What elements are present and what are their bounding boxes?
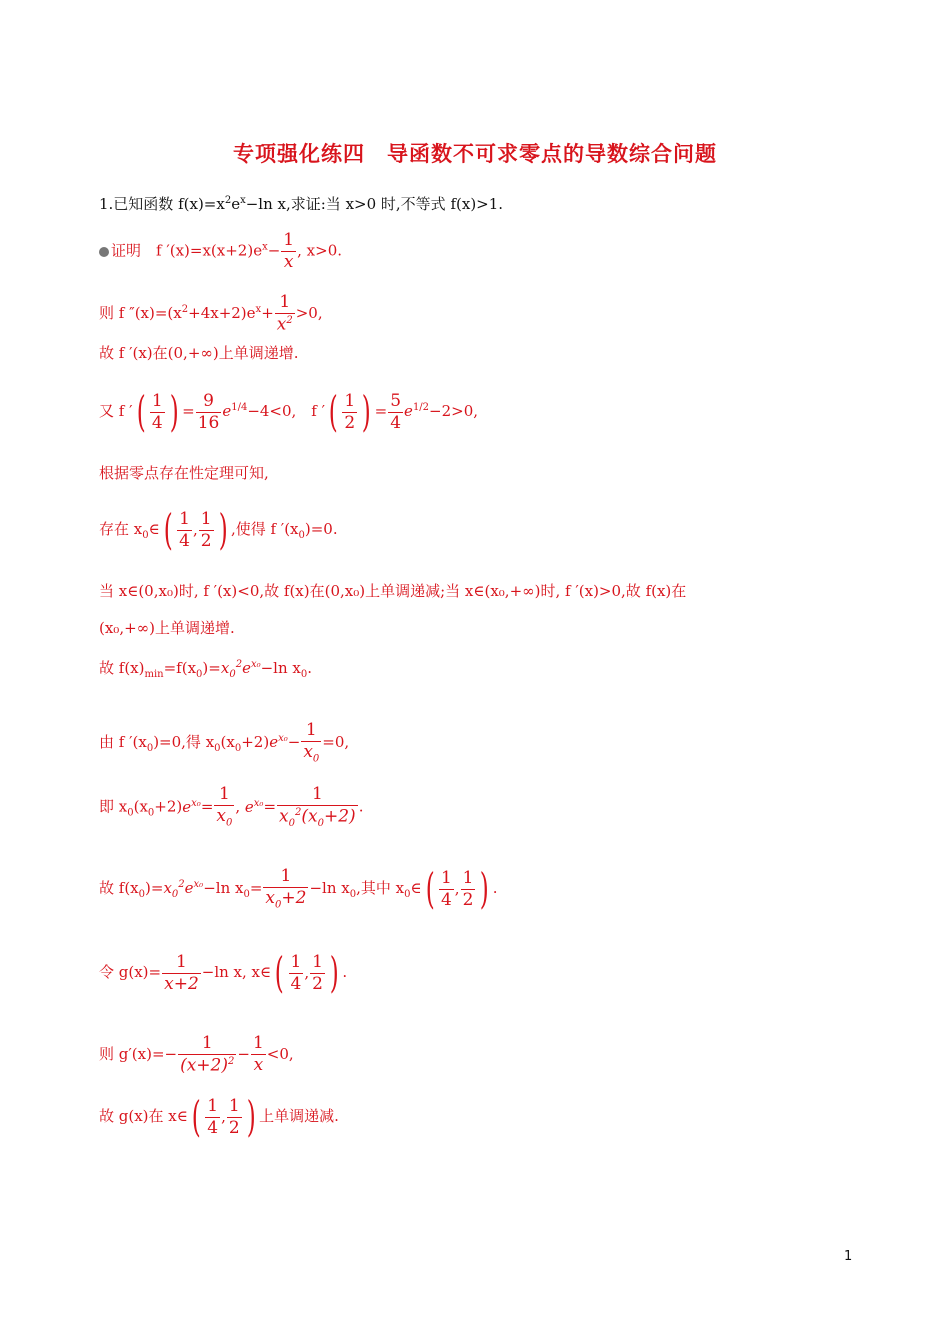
proof-line-4: 又 f ′( $\frac{1}{4}$ ) = $\frac{9}{16}$ $e^{1/4}-4<0$, f ′( $\frac{1}{2}$ ) = $\frac{5}{4}$ $e^{1/2}-2>0$, [99,387,479,436]
proof-line-9: 故 $f(x)_{min}=f(x_0)=x_0^2e^{x_0}-\ln$ $x_0$. [99,659,313,680]
proof-line-11: 即 $x_0(x_0+2)e^{x_0}=$ $\frac{1}{x_0}$ , $e^{x_0}=$ $\frac{1}{x_0^2(x_0+2)}$ . [99,784,364,830]
proof-line-8: (x₀,+∞)上单调递增. [99,619,235,637]
proof-line-7: 当 x∈(0,x₀)时, f ′(x)<0,故 f(x)在(0,x₀)上单调递减;当 x∈(x₀,+∞)时, f ′(x)>0,故 f(x)在 [99,582,687,600]
bullet-icon [99,247,109,257]
proof-line-10: 由 f $'(x_0)=0$,得 $x_0(x_0+2)e^{x_0}-$ $\frac{1}{x_0}$ =0, [99,720,350,765]
proof-line-2: 则 f $''(x)=(x^2+4x+2)e^x+$ $\frac{1}{x^2}$ >0, [99,292,323,335]
proof-line-13: 令 g(x)= $\frac{1}{x+2}$ −ln x, x∈( $\frac{1}{4}$ , $\frac{1}{2}$ ) . [99,948,348,997]
problem-statement: 1.已知函数 $f(x)=x^2e^x-\ln$ x,求证:当 x>0 时,不等式 f(x)>1. [99,195,504,213]
proof-line-12: 故 $f(x_0)=x_0^2e^{x_0}-\ln$ $x_0=$ $\frac{1}{x_0+2}$ −ln $x_0$,其中 $x_0\in$( $\frac{1}{4}$ , $\frac{1}{2}$ ) . [99,864,498,914]
page-title: 专项强化练四 导函数不可求零点的导数综合问题 [233,142,717,166]
proof-line-1: 证明 f $'(x)=x(x+2)e^x-$ $\frac{1}{x}$ , x>0. [99,232,342,271]
proof-line-15: 故 g(x)在 x∈( $\frac{1}{4}$ , $\frac{1}{2}$ ) 上单调递减. [99,1092,339,1141]
proof-line-6: 存在 $x_0\in$( $\frac{1}{4}$ , $\frac{1}{2}$ ) ,使得 f $'(x_0)=0$. [99,505,338,554]
proof-line-5: 根据零点存在性定理可知, [99,464,269,482]
proof-line-3: 故 f ′(x)在(0,+∞)上单调递增. [99,344,299,362]
proof-line-14: 则 g′(x)=− $\frac{1}{(x+2)^2}$ − $\frac{1}{x}$ <0, [99,1033,294,1076]
page-number: 1 [844,1249,853,1264]
